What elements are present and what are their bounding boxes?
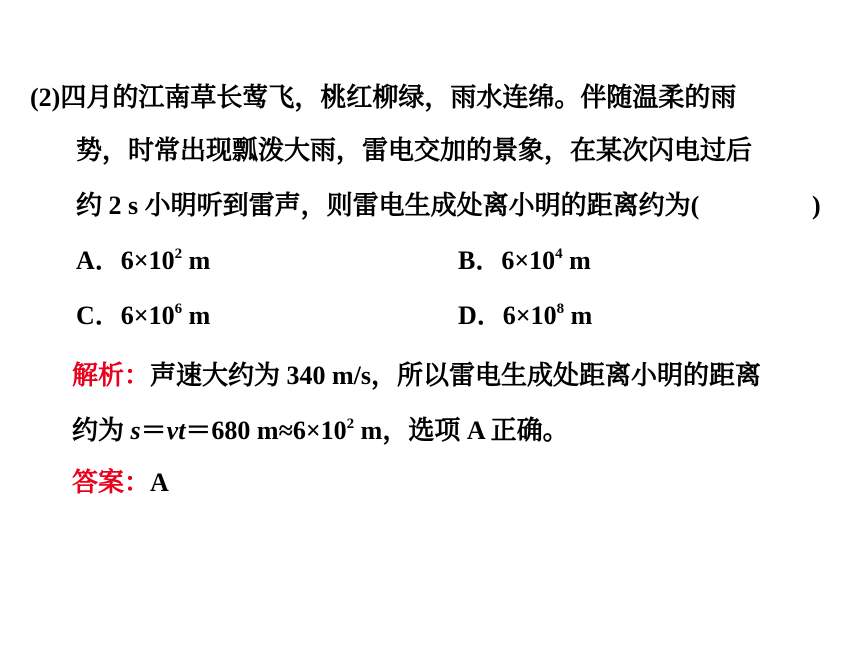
answer-blank-close: ) [812, 191, 821, 220]
question-line-1 [30, 83, 736, 113]
option-d-base: D．6×10 [458, 301, 557, 330]
analysis-label: 解析： [72, 361, 151, 390]
option-c [76, 301, 210, 331]
analysis-line-1 [72, 361, 761, 391]
option-d-exponent: 8 [556, 301, 565, 317]
analysis-text-2a: 约为 [72, 416, 131, 445]
variable-vt: vt [166, 416, 186, 445]
option-d-unit: m [564, 301, 593, 330]
analysis-line-2 [72, 416, 569, 446]
answer-line [72, 468, 169, 498]
question-line-2 [76, 136, 752, 166]
option-c-base: C．6×10 [76, 301, 175, 330]
question-line-3 [76, 191, 821, 221]
question-text-1: 四月的江南草长莺飞，桃红柳绿，雨水连绵。伴随温柔的雨 [60, 83, 737, 112]
option-b-base: B．6×10 [458, 246, 556, 275]
analysis-text-2b: ＝680 m≈6×10 [185, 416, 347, 445]
option-d [458, 301, 592, 331]
question-text-2: 势，时常出现瓢泼大雨，雷电交加的景象，在某次闪电过后 [76, 136, 753, 165]
analysis-text-2c: m，选项 A 正确。 [354, 416, 569, 445]
option-a [76, 246, 210, 276]
analysis-exponent: 2 [346, 416, 355, 432]
option-b-unit: m [562, 246, 591, 275]
answer-value: A [150, 468, 169, 497]
option-a-base: A．6×10 [76, 246, 175, 275]
option-b [458, 246, 591, 276]
option-c-unit: m [182, 301, 211, 330]
variable-s: s [130, 416, 141, 445]
analysis-text-1: 声速大约为 340 m/s，所以雷电生成处距离小明的距离 [150, 361, 762, 390]
option-c-exponent: 6 [174, 301, 183, 317]
question-text-3: 约 2 s 小明听到雷声，则雷电生成处离小明的距离约为( [76, 191, 700, 220]
answer-label: 答案： [72, 468, 151, 497]
option-a-unit: m [182, 246, 211, 275]
option-b-exponent: 4 [555, 246, 563, 262]
option-a-exponent: 2 [174, 246, 183, 262]
question-number: (2) [30, 83, 61, 112]
equals-sign: ＝ [140, 416, 167, 445]
